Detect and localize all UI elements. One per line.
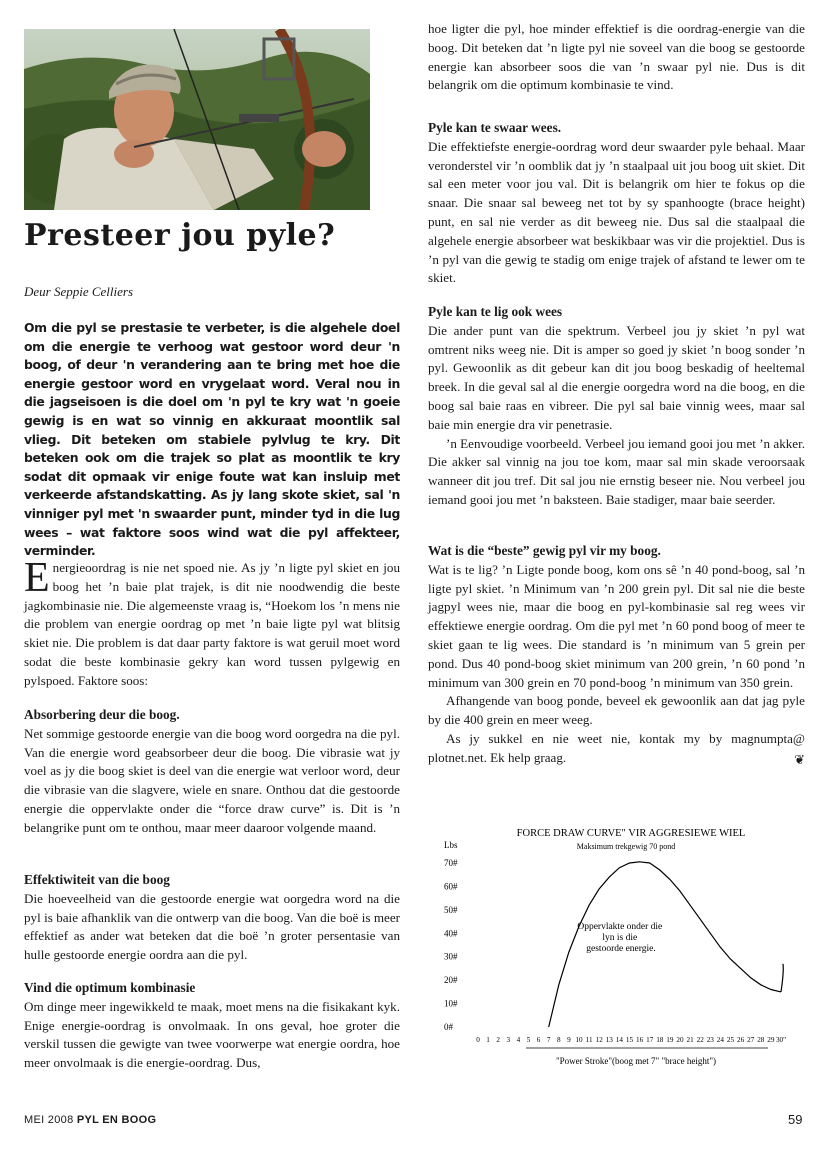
x-tick-label: 15 xyxy=(625,1036,634,1044)
y-tick-label: 0# xyxy=(444,1022,453,1032)
chart-title: FORCE DRAW CURVE" VIR AGGRESIEWE WIEL xyxy=(516,828,746,839)
page-number: 59 xyxy=(788,1112,803,1127)
section-heading: Absorbering deur die boog. xyxy=(24,707,180,722)
end-mark-icon: ❦ xyxy=(794,751,805,767)
section-heading: Wat is die “beste” gewig pyl vir my boog. xyxy=(428,543,661,558)
section-absorbering xyxy=(24,706,400,838)
section-text-2: Afhangende van boog ponde, beveel ek gewoonlik aan dat jag pyle by die 400 grein en meer weeg. xyxy=(428,693,805,728)
section-heading: Effektiwiteit van die boog xyxy=(24,872,170,887)
section-text-2: ’n Eenvoudige voorbeeld. Verbeel jou iemand gooi jou met ’n akker. Die akker sal vinnig na jou toe kom, maar sal min skade veroorsaak wanneer dit jou tref. Dit sal jou nie ernstig beseer nie. Nou verbeel jou iemand gooi jou met ’n baksteen. Baie stadiger, maar baie seerder. xyxy=(428,435,806,507)
section-text-3 xyxy=(428,730,805,768)
x-tick-label: 18 xyxy=(656,1036,664,1044)
x-tick-label: 30" xyxy=(775,1036,787,1044)
x-tick-label: 27 xyxy=(747,1036,755,1044)
article-headline: Presteer jou pyle? xyxy=(24,218,336,253)
section-text: Die ander punt van die spektrum. Verbeel jou jy skiet ’n pyl wat omtrent niks weeg nie. Dit is amper so goed jy skiet ’n boog sonder ’n pyl. Gewoonlik as dit gebeur kan dit jou boog beskadig of heeltemal breek. In die geval sal al die energie oorgedra word na die boog, en die boog sal baie raas en vibreer. Die pyl sal baie vinnig wees, maar sal baie min energie dra vir penetrasie. xyxy=(428,322,805,432)
x-tick-label: 11 xyxy=(585,1036,593,1044)
x-tick-label: 1 xyxy=(486,1036,490,1044)
x-tick-label: 19 xyxy=(666,1036,674,1044)
article-intro: Om die pyl se prestasie te verbeter, is die algehele doel om die energie te verhoog wat gestoor word deur 'n boog, of deur 'n verandering aan te bring met hoe die energie gestoor word en vrygelaat word. Veral nou in die jagseisoen is die doel om 'n pyl te kry wat 'n goeie gewig is en wat so vinnig en akkuraat moontlik sal vlieg. Dit beteken om stabiele pylvlug te kry. Dit beteken ook om die trajek so plat as moontlik te kry sodat dit opmaak vir enige foute wat kan insluip met verkeerde afstandskatting. As jy lang skote skiet, sal 'n vinniger pyl met 'n swaarder punt, minder tyd in die lug wees – wat faktore soos wind wat die pyl affekteer, verminder. xyxy=(24,320,400,559)
x-tick-label: 0 xyxy=(476,1036,480,1044)
section-heading: Pyle kan te swaar wees. xyxy=(428,120,562,135)
section-text: Die effektiefste energie-oordrag word deur swaarder pyle behaal. Maar veronderstel vir ’n oomblik dat jy ’n staalpaal uit jou boog uit skiet. Dit sal een meter voor jou val. Dit is belangrik om hier te fokus op die snaar. Die snaar sal beweeg net tot by sy spanhoogte (brace height) punt, en sal nie verder as dit beweeg nie. Dus sal die staalpaal die algehele energie absorbeer wat beskikbaar was vir die projektiel. Dus is ’n pyl van die gewig te stadig om enige trajek of afstand te lewer om te skiet. xyxy=(428,138,805,286)
page-footer xyxy=(24,1114,156,1126)
section-text: Net sommige gestoorde energie van die boog word oorgedra na die pyl. Van die energie word geabsorbeer deur die boog. Die vibrasie wat jy voel as jy die boog skiet is deel van die energie wat verloor word, deur die vibrasie van die slagvere, wiele en snare. Onthou dat die gestoorde energie die oppervlakte onder die “force draw curve” is. Dit is ’n belangrike punt om te onthou, maar meer daaroor volgende maand. xyxy=(24,725,400,835)
x-tick-label: 23 xyxy=(706,1036,714,1044)
chart-ylabel: Lbs xyxy=(444,840,458,850)
x-tick-label: 13 xyxy=(605,1036,613,1044)
x-tick-label: 8 xyxy=(557,1036,561,1044)
x-tick-label: 2 xyxy=(496,1036,500,1044)
x-tick-label: 12 xyxy=(595,1036,603,1044)
x-tick-label: 3 xyxy=(506,1036,511,1044)
chart-xlabel: "Power Stroke"(boog met 7" "brace height") xyxy=(555,1056,717,1066)
x-tick-label: 20 xyxy=(676,1036,684,1044)
y-tick-label: 60# xyxy=(444,881,458,892)
section-te-swaar xyxy=(428,119,805,288)
footer-magazine: PYL EN BOOG xyxy=(76,1114,157,1126)
y-tick-label: 40# xyxy=(444,928,458,939)
y-tick-label: 30# xyxy=(444,951,458,962)
section-text: Wat is te lig? ’n Ligte ponde boog, kom ons sê ’n 40 pond-boog, sal ’n ligte pyl skiet. ’n Minimum van ’n 200 grein pyl. Dit sal nie die beste jagpyl wees nie, maar die boog en pyl-kombinasie sal reg wees vir effektiewe energie oordrag. Om die pyl met ’n 60 pond boog of meer te skiet gaan te lig wees. Die standard is ’n minimum van 5 grein per pond. Dus 40 pond-boog skiet minimum van 200 grein, ’n 60 pond ’n minimum van 300 grein en 70 pond-boog ’n minimum van 350 grein. xyxy=(428,561,805,690)
section-text: Die hoeveelheid van die gestoorde energie wat oorgedra word na die pyl is baie afhanklik van die ontwerp van die boog. Van die boë is meer effektief as ander wat beteken dat die boë ’n groter persentasie van hulle gestoorde energie oordra aan die pyl. xyxy=(24,890,400,963)
x-tick-label: 17 xyxy=(646,1036,654,1044)
x-tick-label: 24 xyxy=(716,1036,724,1044)
x-tick-label: 28 xyxy=(757,1036,765,1044)
x-tick-label: 22 xyxy=(696,1036,704,1044)
chart-subtitle: Maksimum trekgewig 70 pond xyxy=(576,842,676,851)
section-beste-gewig xyxy=(428,542,805,770)
y-tick-label: 10# xyxy=(444,998,458,1009)
footer-date: MEI 2008 xyxy=(24,1114,74,1126)
section-effektiwiteit xyxy=(24,871,400,965)
continued-text xyxy=(428,20,805,95)
section-optimum xyxy=(24,979,400,1073)
section-te-lig xyxy=(428,303,805,510)
x-tick-label: 16 xyxy=(636,1036,644,1044)
x-tick-label: 9 xyxy=(567,1036,571,1044)
x-tick-label: 6 xyxy=(536,1036,541,1044)
lead-section xyxy=(24,555,400,691)
lead-paragraph: nergieoordrag is nie net spoed nie. As jy ’n ligte pyl skiet en jou boog het ’n baie plat trajek, is dit nie noodwendig die beste jagkombinasie nie. Die algemeenste vraag is, “Hoekom los ’n mens nie die problem van energie oordrag op met ’n baie ligte pyl wat blitsig skiet nie. Die problem is dat daar party faktore is wat geruil moet word sodat die beste kombinasie gekry kan word tussen pylgewig en pylspoed. Faktore soos: xyxy=(24,560,400,688)
x-tick-label: 7 xyxy=(546,1036,551,1044)
y-tick-label: 20# xyxy=(444,975,458,986)
drop-cap: E xyxy=(24,555,50,601)
x-tick-label: 14 xyxy=(615,1036,623,1044)
x-tick-label: 21 xyxy=(686,1036,694,1044)
x-tick-label: 5 xyxy=(526,1036,531,1044)
article-byline: Deur Seppie Celliers xyxy=(24,284,134,299)
chart-annotation: Oppervlakte onder die lyn is die gestoorde energie. xyxy=(577,922,663,954)
force-draw-curve xyxy=(549,862,781,1027)
x-tick-label: 10 xyxy=(575,1036,583,1044)
curve-tail xyxy=(781,964,783,992)
continued-paragraph: hoe ligter die pyl, hoe minder effektief is die oordrag-energie van die boog. Dit beteken dat ’n ligte pyl nie soveel van die boog se gestoorde energie kan absorbeer soos die van ’n swaar pyl nie. Dus is dit belangrik om die optimum kombinasie te vind. xyxy=(428,21,805,93)
x-tick-label: 25 xyxy=(726,1036,735,1044)
section-heading: Vind die optimum kombinasie xyxy=(24,980,196,995)
contact-text: As jy sukkel en nie weet nie, kontak my by magnumpta@ plotnet.net. Ek help graag. xyxy=(428,730,805,765)
force-draw-chart xyxy=(436,820,796,1070)
y-tick-label: 70# xyxy=(444,858,458,868)
section-heading: Pyle kan te lig ook wees xyxy=(428,304,563,319)
x-tick-label: 29 xyxy=(767,1036,775,1044)
x-tick-label: 4 xyxy=(516,1036,521,1044)
x-tick-label: 26 xyxy=(737,1036,745,1044)
archer-photo xyxy=(24,29,370,210)
y-tick-label: 50# xyxy=(444,904,458,915)
section-text: Om dinge meer ingewikkeld te maak, moet mens na die fisikakant kyk. Enige energie-oordrag is onvolmaak. In ons geval, hoe groter die verskil tussen die gewigte van twee voorwerpe wat energie oordra, hoe meer onvolmaak is die energie-oordrag. Dus, xyxy=(24,998,400,1071)
